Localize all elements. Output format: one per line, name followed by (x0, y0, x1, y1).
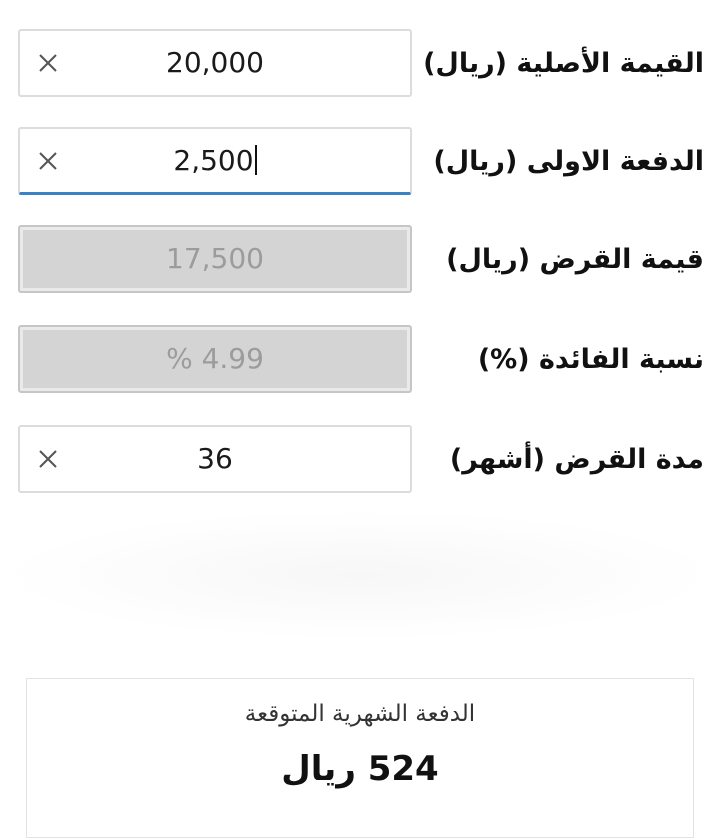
down-payment-text (70, 129, 360, 193)
monthly-payment-card (26, 678, 694, 838)
loan-amount-text: 17,500 (166, 242, 264, 275)
loan-term-input[interactable] (18, 425, 412, 493)
close-icon[interactable] (30, 441, 66, 477)
interest-rate-text: % 4.99 (166, 342, 264, 375)
field-label-interest-rate: نسبة الفائدة (%) (477, 344, 704, 375)
field-label-original-value: القيمة الأصلية (ريال) (423, 48, 704, 79)
loan-amount-field (18, 225, 412, 293)
close-icon[interactable] (30, 143, 66, 179)
down-payment-value: 2,500 (173, 144, 254, 177)
close-icon[interactable] (30, 45, 66, 81)
text-caret (255, 145, 257, 175)
section-divider (0, 510, 720, 640)
field-label-loan-amount: قيمة القرض (ريال) (446, 244, 704, 275)
down-payment-input[interactable] (18, 127, 412, 195)
original-value-text: 20,000 (166, 46, 264, 79)
monthly-payment-amount: 524 ريال (281, 749, 439, 789)
field-row-down-payment (0, 127, 720, 197)
field-label-down-payment: الدفعة الاولى (ريال) (433, 146, 704, 177)
monthly-payment-caption: الدفعة الشهرية المتوقعة (244, 701, 476, 727)
field-label-loan-term: مدة القرض (أشهر) (449, 444, 704, 475)
original-value-input[interactable] (18, 29, 412, 97)
field-row-loan-amount (0, 225, 720, 295)
loan-term-text: 36 (197, 442, 233, 475)
interest-rate-field (18, 325, 412, 393)
field-row-loan-term (0, 425, 720, 495)
field-row-interest-rate (0, 325, 720, 395)
field-row-original-value (0, 29, 720, 99)
